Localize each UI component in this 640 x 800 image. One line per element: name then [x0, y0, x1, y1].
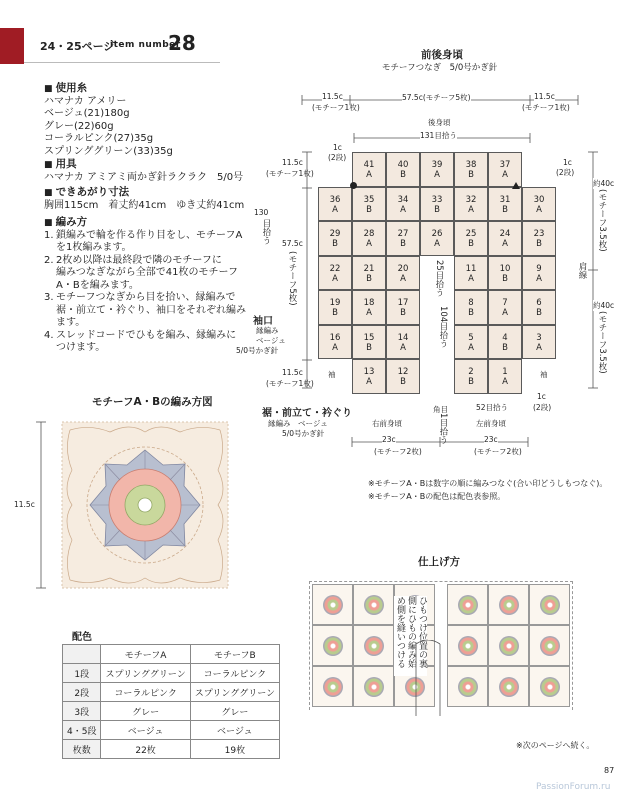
left-bottom-115: 11.5c — [282, 368, 303, 377]
pick-130-b: 目拾う — [261, 219, 271, 245]
yarn-line: グレー(22)60g — [44, 120, 114, 132]
motif-cell: 16 A — [318, 325, 352, 360]
motif-title: モチーフA・Bの編み方図 — [92, 396, 213, 408]
yarn-section — [44, 82, 244, 158]
left-front-label: 左前身頃 — [476, 419, 506, 428]
motif-cell: 29 B — [318, 221, 352, 256]
motif-cell: 30 A — [522, 187, 556, 222]
cord-lines — [410, 640, 450, 720]
motif-cell: 9 A — [522, 256, 556, 291]
sleeve-right: 袖 — [540, 370, 548, 379]
left-115: 11.5c — [282, 158, 303, 167]
left-575-sub: (モチーフ5枚) — [287, 251, 297, 306]
header-accent-bar — [0, 28, 24, 64]
neck-dot-marker — [350, 182, 357, 189]
sleeve-cuff-title: 袖口 — [253, 316, 273, 327]
right-40b-sub: (モチーフ3.5枚) — [597, 311, 607, 374]
motif-cell: 8 B — [454, 290, 488, 325]
right-front-label: 右前身頃 — [372, 419, 402, 428]
pick-52: 52目拾う — [476, 403, 509, 412]
dim-center-top: 57.5c(モチーフ5枚) — [402, 93, 471, 102]
bottom-1c-sub: (2段) — [533, 403, 552, 412]
sleeve-cuff-l3: 5/0号かぎ針 — [236, 346, 279, 355]
motif-cell: 22 A — [318, 256, 352, 291]
tools-line: ハマナカ アミアミ両かぎ針ラクラク 5/0号 — [44, 171, 244, 183]
pick-25: 25目拾う — [434, 260, 444, 297]
motif-cell: 3 A — [522, 325, 556, 360]
dim-23-left: 23c — [382, 435, 396, 444]
motif-cell: 34 A — [386, 187, 420, 222]
motif-cell: 17 B — [386, 290, 420, 325]
motif-cell: 23 B — [522, 221, 556, 256]
finish-note: ひもつけ位置の裏側にひもの編み始め側を縫いつける — [394, 596, 427, 676]
left-1c: 1c — [333, 143, 342, 152]
left-575: 57.5c — [282, 239, 303, 248]
motif-cell: 28 A — [352, 221, 386, 256]
dim-right-top: 11.5c — [534, 92, 555, 101]
motif-cell: 37 A — [488, 152, 522, 187]
motif-cell: 13 A — [352, 359, 386, 394]
yarn-line: ハマナカ アメリー — [44, 95, 127, 107]
size-section — [44, 186, 244, 212]
yarn-line: コーラルピンク(27)35g — [44, 133, 154, 144]
motif-cell: 32 A — [454, 187, 488, 222]
header-item-label: item number — [110, 40, 181, 50]
motif-cell: 41 A — [352, 152, 386, 187]
right-1c-sub: (2段) — [556, 168, 575, 177]
motif-cell: 14 A — [386, 325, 420, 360]
pick-104: 104目拾う — [438, 306, 448, 348]
motif-cell: 39 A — [420, 152, 454, 187]
bottom-1c: 1c — [537, 392, 546, 401]
motif-cell: 25 B — [454, 221, 488, 256]
shoulder-label: 肩線 — [577, 262, 587, 279]
motif-cell: 11 A — [454, 256, 488, 291]
tools-title: ■ 用具 — [44, 158, 244, 172]
hem-l1: 縁編み ベージュ — [268, 419, 328, 428]
table-row: 4・5段 ベージュ ベージュ — [63, 721, 280, 740]
motif-cell: 15 B — [352, 325, 386, 360]
dim-23-right-sub: (モチーフ2枚) — [474, 447, 522, 456]
motif-cell: 33 B — [420, 187, 454, 222]
color-table — [62, 644, 280, 759]
step-item: 4. スレッドコードでひもを編み、縁編みに つけます。 — [44, 329, 237, 353]
left-1c-sub: (2段) — [328, 153, 347, 162]
pick-1-b: 角目 — [433, 405, 448, 414]
motif-chart — [60, 420, 230, 590]
yarn-line: ベージュ(21)180g — [44, 108, 130, 119]
hem-l2: 5/0号かぎ針 — [282, 429, 325, 438]
neck-triangle-marker — [512, 182, 520, 189]
yarn-title: ■ 使用糸 — [44, 82, 244, 96]
motif-cell: 35 B — [352, 187, 386, 222]
color-table-title: 配色 — [72, 632, 92, 643]
dim-left-top: 11.5c — [322, 92, 343, 101]
motif-cell: 26 A — [420, 221, 454, 256]
table-row: 1段 スプリンググリーン コーラルピンク — [63, 664, 280, 683]
back-neck-label: 後身頃 — [428, 118, 451, 127]
motif-cell: 1 A — [488, 359, 522, 394]
right-40-sub: (モチーフ3.5枚) — [597, 189, 607, 252]
dim-23-left-sub: (モチーフ2枚) — [374, 447, 422, 456]
motif-size-line — [34, 420, 48, 590]
motif-size: 11.5c — [14, 500, 35, 509]
motif-cell: 19 B — [318, 290, 352, 325]
motif-cell: 18 A — [352, 290, 386, 325]
header-item-number: 28 — [168, 31, 196, 55]
right-40: 約40c — [593, 179, 615, 188]
motif-cell: 27 B — [386, 221, 420, 256]
motif-cell: 4 B — [488, 325, 522, 360]
table-row: 3段 グレー グレー — [63, 702, 280, 721]
right-40b: 約40c — [593, 301, 615, 310]
size-title: ■ できあがり寸法 — [44, 186, 244, 200]
diagram-title: 前後身頃 — [421, 49, 463, 61]
step-item: 1. 鎖編みで輪を作る作り目をし、モチーフA を1枚編みます。 — [44, 229, 243, 253]
motif-cell: 12 B — [386, 359, 420, 394]
note-1: ※モチーフA・Bは数字の順に編みつなぐ(合い印どうしもつなぐ)。 — [368, 479, 608, 488]
motif-cell: 38 B — [454, 152, 488, 187]
motif-cell: 7 A — [488, 290, 522, 325]
left-vertical-dimension — [300, 150, 314, 390]
method-section — [44, 216, 244, 355]
motif-cell: 40 B — [386, 152, 420, 187]
motif-cell: 31 B — [488, 187, 522, 222]
pick-131: 131目拾う — [420, 131, 457, 140]
sleeve-cuff-l2: ベージュ — [256, 336, 286, 345]
motif-cell: 6 B — [522, 290, 556, 325]
pick-130: 130 — [254, 208, 269, 217]
motif-cell: 2 B — [454, 359, 488, 394]
right-1c: 1c — [563, 158, 572, 167]
motif-cell: 24 A — [488, 221, 522, 256]
step-item: 3. モチーフつなぎから目を拾い、縁編みで 裾・前立て・衿ぐり、袖口をそれぞれ編み ます。 — [44, 292, 246, 328]
note-2: ※モチーフA・Bの配色は配色表参照。 — [368, 492, 506, 501]
left-115-sub: (モチーフ1枚) — [266, 169, 314, 178]
page-number: 87 — [604, 766, 615, 775]
method-title: ■ 編み方 — [44, 216, 244, 230]
table-row: 2段 コーラルピンク スプリンググリーン — [63, 683, 280, 702]
watermark: PassionForum.ru — [536, 782, 611, 792]
hem-title: 裾・前立て・衿ぐり — [262, 408, 352, 419]
table-row: モチーフA モチーフB — [63, 645, 280, 664]
sleeve-left: 袖 — [328, 370, 336, 379]
diagram-subtitle: モチーフつなぎ 5/0号かぎ針 — [382, 63, 498, 73]
tools-section — [44, 158, 244, 184]
finish-title: 仕上げ方 — [418, 556, 460, 568]
dim-23-right: 23c — [484, 435, 498, 444]
next-page-note: ※次のページへ続く。 — [516, 741, 595, 750]
sleeve-cuff-l1: 縁編み — [256, 326, 279, 335]
header-pages: 24・25ページ — [40, 40, 115, 53]
size-line: 胸囲115cm 着丈約41cm ゆき丈約41cm — [44, 199, 245, 211]
pick-1: 1目拾う — [438, 413, 448, 444]
header-rule — [24, 62, 220, 63]
yarn-line: スプリンググリーン(33)35g — [44, 145, 173, 157]
left-bottom-115-sub: (モチーフ1枚) — [266, 379, 314, 388]
table-row: 枚数 22枚 19枚 — [63, 740, 280, 759]
motif-cell: 21 B — [352, 256, 386, 291]
motif-cell: 20 A — [386, 256, 420, 291]
motif-cell: 5 A — [454, 325, 488, 360]
motif-cell: 36 A — [318, 187, 352, 222]
motif-cell: 10 B — [488, 256, 522, 291]
dim-right-top-sub: (モチーフ1枚) — [522, 103, 570, 112]
step-item: 2. 2枚め以降は最終段で隣のモチーフに 編みつなぎながら全部で41枚のモチーフ A・Bを編みます。 — [44, 254, 239, 291]
dim-left-top-sub: (モチーフ1枚) — [312, 103, 360, 112]
